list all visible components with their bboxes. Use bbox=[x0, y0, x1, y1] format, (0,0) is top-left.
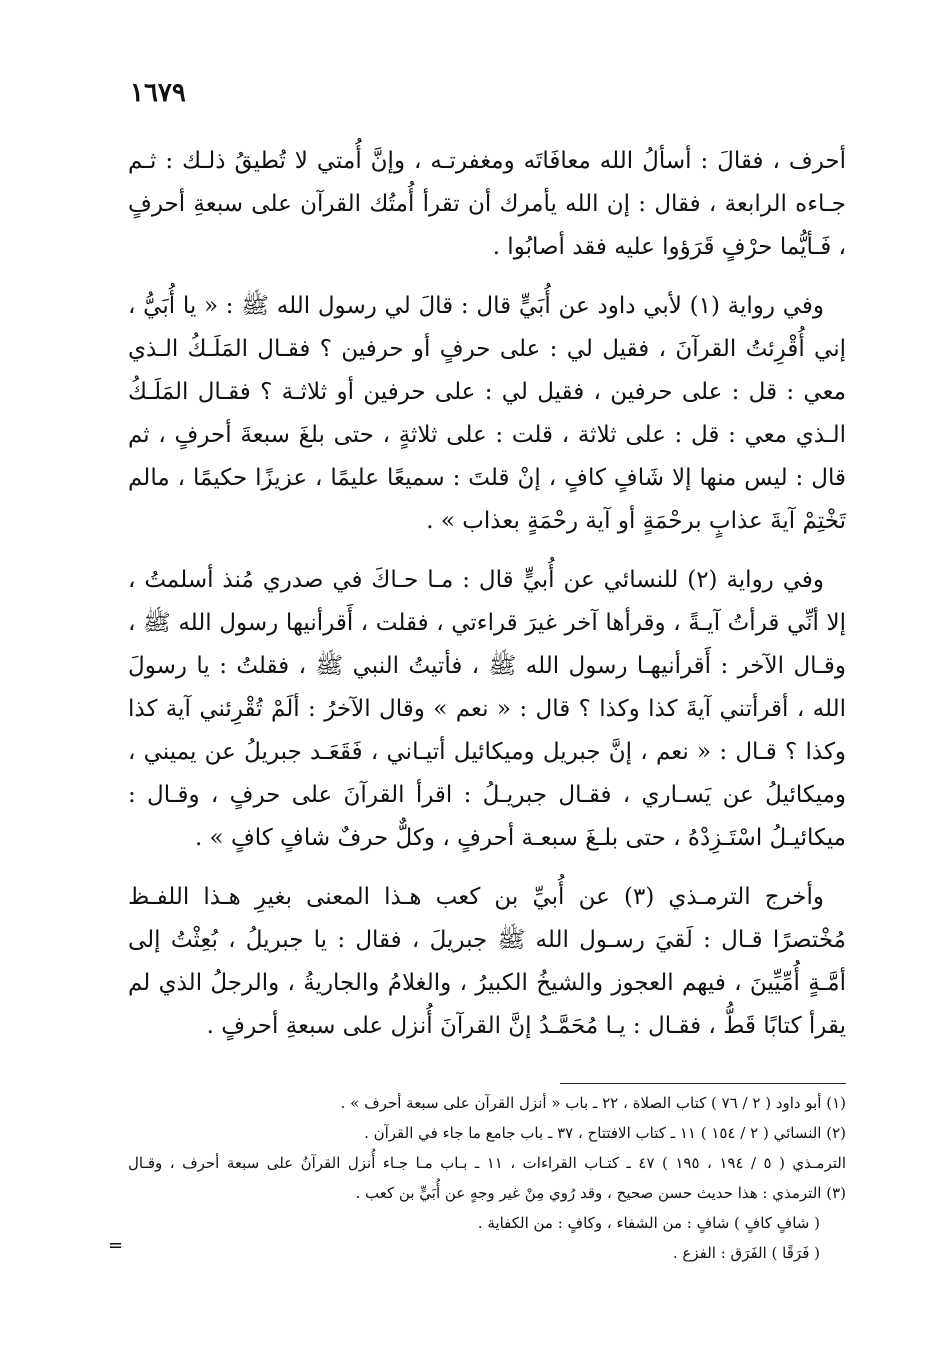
paragraph-4: وأخرج الترمـذي (٣) عن أُبيِّ بن كعب هـذا المعنى بغيرِ هـذا اللفـظ مُخْتصرًا قـال : لَقيَ رسـول الله ﷺ جبريلَ ، فقال : يا جبريلُ ، بُعِثْتُ إلى أمَّـةٍ أُمِّيِّينَ ، فيهم العجوز والشيخُ الكبيرُ ، والغلامُ والجاريةُ ، والرجلُ الذي لم يقرأ كتابًا قَطُّ ، فقـال : يـا مُحَمَّـدُ إنَّ القرآنَ أُنزل على سبعةِ أحرفٍ . bbox=[128, 884, 846, 1039]
footnote-3-line-1: الترمـذي ( ٥ / ١٩٤ ، ١٩٥ ) ٤٧ ـ كتـاب القراءات ، ١١ ـ بـاب مـا جـاء أُنزل القرآنُ على سبعة أحرف ، وقـال bbox=[128, 1154, 846, 1172]
paragraph-3: وفي رواية (٢) للنسائي عن أُبيٍّ قال : مـا حـاكَ في صدري مُنذ أسلمتُ ، إلا أنِّي قرأتُ آيـةً ، وقرأها آخر غيرَ قراءتي ، فقلت ، أَقرأنيها رسول الله ﷺ ، وقـال الآخر : أَقرأنيهـا رسول الله ﷺ ، فأتيتُ النبي ﷺ ، فقلتُ : يا رسولَ الله ، أقرأتني آيةَ كذا وكذا ؟ قال : « نعم » وقال الآخرُ : ألَمْ تُقْرِئني آية كذا وكذا ؟ قـال : « نعم ، إنَّ جبريل وميكائيل أتيـاني ، فَقَعَـد جبريلُ عن يميني ، وميكائيلُ عن يَسـاري ، فقـال جبريـلُ : اقرأ القرآنَ على حرفٍ ، وقـال : ميكائيـلُ اسْتَـزِدْهُ ، حتى بلـغَ سبعـة أحرفٍ ، وكلٌّ حرفٌ شافٍ كافٍ » . bbox=[128, 567, 846, 851]
page-number: ١٦٧٩ bbox=[130, 78, 186, 108]
margin-mark: = bbox=[108, 1235, 124, 1256]
paragraph-2: وفي رواية (١) لأبي داود عن أُبَيٍّ قال : قالَ لي رسول الله ﷺ : « يا أُبَيُّ ، إني أُقْرِئتُ القرآنَ ، فقيل لي : على حرفٍ أو حرفين ؟ فقـال المَلَـكُ الـذي معي : قل : على حرفين ، فقيل لي : على حرفين أو ثلاثـة ؟ فقـال المَلَـكُ الـذي معي : قل : على ثلاثة ، قلت : على ثلاثةٍ ، حتى بلغَ سبعةَ أحرفٍ ، ثم قال : ليس منها إلا شَافٍ كافٍ ، إنْ قلتَ : سميعًا عليمًا ، عزيزًا حكيمًا ، مالم تَخْتِمْ آيةَ عذابٍ برحْمَةٍ أو آية رحْمَةٍ بعذاب » . bbox=[128, 293, 846, 534]
footnote-1: (١) أبو داود ( ٢ / ٧٦ ) كتاب الصلاة ، ٢٢ ـ باب « أنزل القرآن على سبعة أحرف » . bbox=[340, 1094, 846, 1112]
footnotes bbox=[128, 1088, 846, 1268]
main-text bbox=[128, 140, 846, 1064]
footnote-2: (٢) النسائي ( ٢ / ١٥٤ ) ١١ ـ كتاب الافتتاح ، ٣٧ ـ باب جامع ما جاء في القرآن . bbox=[364, 1124, 846, 1142]
gloss-shafin-kafin: ( شافٍ كافٍ ) شافٍ : من الشفاء ، وكافٍ : من الكفاية . bbox=[477, 1214, 820, 1232]
footnote-divider bbox=[560, 1083, 846, 1084]
gloss-faraqan: ( فَرَقًا ) الفَرَق : الفزع . bbox=[672, 1244, 820, 1262]
paragraph-1: أحرف ، فقالَ : أسألُ الله معافَاتَه ومغفرتـه ، وإنَّ أُمتي لا تُطيقُ ذلـك : ثـم جـاءه الرابعة ، فقال : إن الله يأمرك أن تقرأ أُمتُك القرآن على سبعةِ أحرفٍ ، فَـأيُّما حرْفٍ قَرَؤوا عليه فقد أصابُوا . bbox=[128, 148, 847, 260]
footnote-3-line-2: (٣) الترمذي : هذا حديث حسن صحيح ، وقد رُوي مِنْ غير وجهٍ عن أُبَيٍّ بن كعب . bbox=[355, 1184, 846, 1202]
